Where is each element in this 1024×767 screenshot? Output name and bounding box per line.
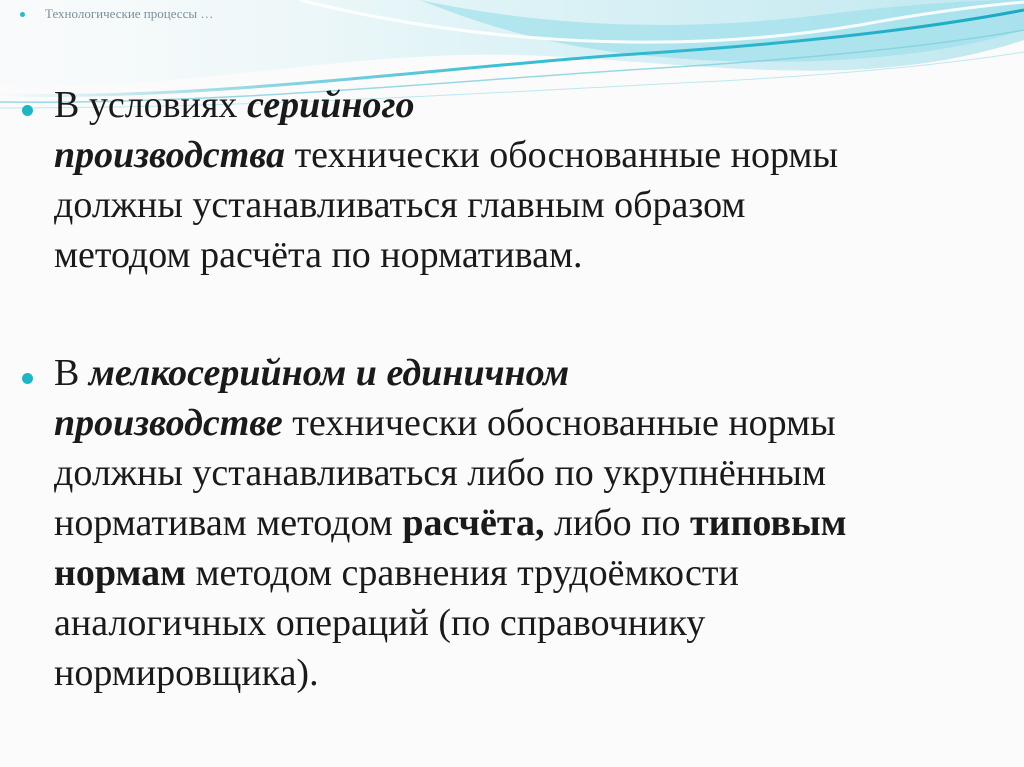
header-title: Технологические процессы … [45, 6, 214, 21]
text-line [54, 648, 1014, 698]
slide-header [20, 6, 213, 22]
text-segment: методом расчёта по нормативам. [54, 234, 583, 276]
text-line [54, 498, 1014, 548]
text-segment: серийного [246, 84, 415, 126]
text-segment: должны устанавливаться главным образом [54, 184, 746, 226]
text-segment: нормам [54, 552, 186, 594]
text-line [54, 448, 1014, 498]
text-segment: В условиях [54, 84, 247, 126]
text-segment: мелкосерийном и единичном [88, 352, 570, 394]
text-segment: либо по [544, 502, 690, 544]
text-line [54, 548, 1014, 598]
bullet-icon [22, 373, 33, 384]
bullet-icon [22, 105, 33, 116]
text-line [54, 230, 1014, 280]
text-line [54, 598, 1014, 648]
bullet-text [54, 348, 1014, 698]
text-segment: производства [54, 134, 286, 176]
text-line [54, 80, 1014, 130]
text-segment: типовым [689, 502, 847, 544]
text-segment: расчёта, [402, 502, 545, 544]
text-line [54, 348, 1014, 398]
bullet-text [54, 80, 1014, 280]
text-segment: аналогичных операций (по справочнику [54, 602, 706, 644]
text-line [54, 180, 1014, 230]
text-segment: должны устанавливаться либо по укрупнённым [54, 452, 826, 494]
text-segment: технически обоснованные нормы [285, 134, 838, 176]
text-segment: нормативам методом [54, 502, 403, 544]
text-segment: В [54, 352, 89, 394]
text-segment: технически обоснованные нормы [282, 402, 836, 444]
text-line [54, 130, 1014, 180]
text-line [54, 398, 1014, 448]
text-segment: производстве [54, 402, 283, 444]
text-segment: нормировщика). [54, 652, 319, 694]
text-segment: методом сравнения трудоёмкости [185, 552, 739, 594]
header-bullet-icon [20, 12, 25, 17]
